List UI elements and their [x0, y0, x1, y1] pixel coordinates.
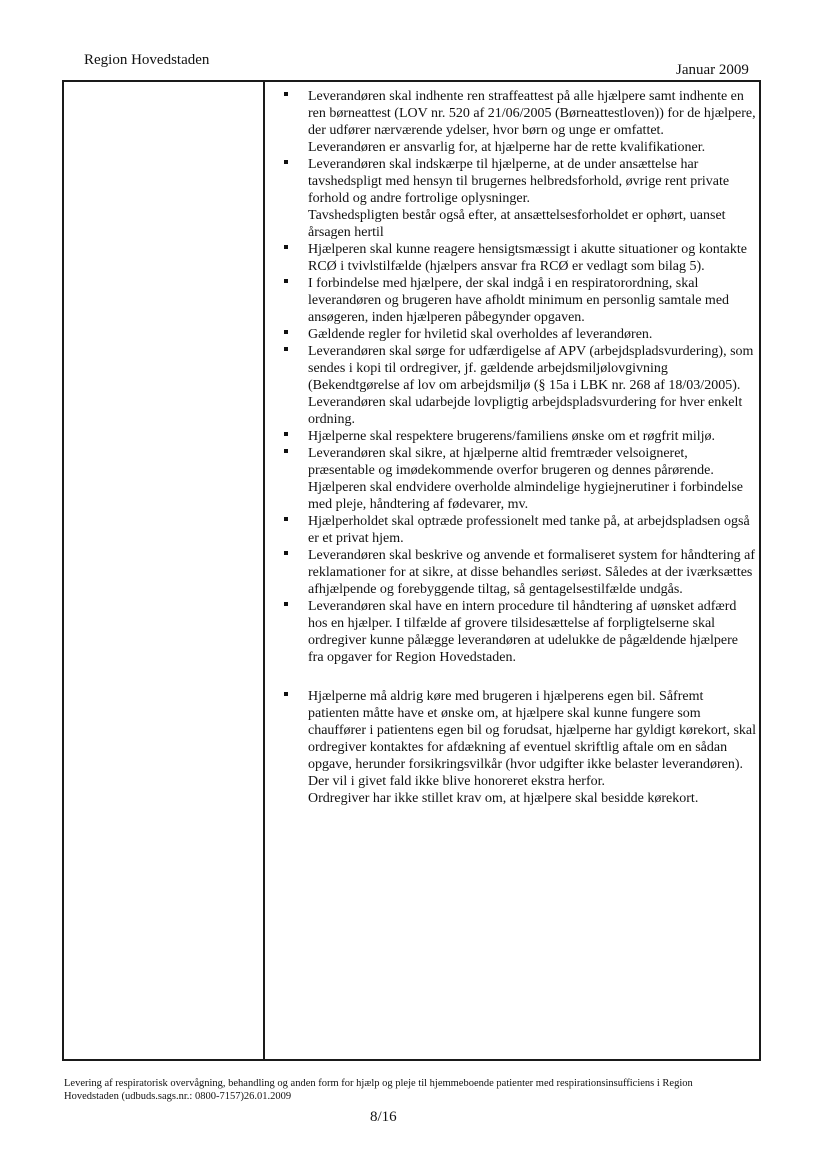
list-item-text: Leverandøren skal have en intern procedure til håndtering af uønsket adfærd hos en hjælper. I tilfælde af grovere tilsidesættelse af forpligtelserne skal ordregiver kunne pålægge leverandøren at udelukke de pågældende hjælpere fra opgaver for Region Hovedstaden. [308, 599, 738, 665]
bullet-icon [284, 330, 288, 334]
list-item-text: Ordregiver har ikke stillet krav om, at hjælpere skal besidde kørekort. [308, 791, 699, 806]
list-item-text: Hjælperholdet skal optræde professionelt med tanke på, at arbejdspladsen også er et privat hjem. [308, 514, 750, 546]
list-item-text: Leverandøren skal sikre, at hjælperne altid fremtræder velsoigneret, præsentable og imødekommende overfor brugeren og dennes pårørende. Hjælperen skal endvidere overholde almindelige hygiejnerutiner i forbindelse med pleje, håndtering af fødevarer, mv. [308, 446, 744, 512]
list-item-text: Leverandøren skal indskærpe til hjælperne, at de under ansættelse har tavshedspligt med hensyn til brugernes helbredsforhold, øvrige rent private forhold og andre fortrolige oplysninger. [308, 157, 730, 206]
bullet-icon [284, 279, 288, 283]
list-item-text: Hjælperen skal kunne reagere hensigtsmæssigt i akutte situationer og kontakte RCØ i tvivlstilfælde (hjælpers ansvar fra RCØ er vedlagt som bilag 5). [308, 242, 747, 274]
table-column-divider [263, 80, 265, 1061]
requirements-list [278, 88, 756, 807]
bullet-icon [284, 245, 288, 249]
bullet-icon [284, 602, 288, 606]
list-item-text: Leverandøren skal sørge for udfærdigelse af APV (arbejdspladsvurdering), som sendes i kopi til ordregiver, jf. gældende arbejdsmiljølovgivning (Bekendtgørelse af lov om arbejdsmiljø (§ 15a i LBK nr. 268 af 18/03/2005). Leverandøren skal udarbejde lovpligtig arbejdspladsvurdering for hver enkelt ordning. [308, 344, 754, 427]
list-item [278, 445, 756, 513]
header-organization: Region Hovedstaden [84, 52, 210, 68]
list-item [278, 428, 756, 445]
list-item [278, 513, 756, 547]
list-item-text: Der vil i givet fald ikke blive honoreret ekstra herfor. [308, 774, 606, 789]
header-date: Januar 2009 [676, 62, 749, 78]
list-item-text: Hjælperne må aldrig køre med brugeren i hjælperens egen bil. Såfremt patienten måtte have et ønske om, at hjælpere skal kunne fungere som chauffører i patientens egen bil og forudsat, hjælperne har gyldigt kørekort, skal ordregiver kontaktes for afdækning af eventuel skriftlig aftale om en sådan opgave, herunder forsikringsvilkår (hvor udgifter ikke belaster leverandøren). [308, 689, 756, 772]
bullet-icon [284, 517, 288, 521]
list-item-text: Leverandøren skal beskrive og anvende et formaliseret system for håndtering af reklamationer for at sikre, at disse behandles seriøst. Således at der iværksættes afhjælpende og forebyggende tiltag, så gentagelsestilfælde undgås. [308, 548, 756, 597]
bullet-icon [284, 432, 288, 436]
list-item [278, 156, 756, 241]
page-number: 8/16 [370, 1109, 397, 1125]
list-item-text: Hjælperne skal respektere brugerens/familiens ønske om et røgfrit miljø. [308, 429, 716, 444]
list-item-text: Tavshedspligten består også efter, at ansættelsesforholdet er ophørt, uanset årsagen hertil [308, 208, 726, 240]
list-item-text: Gældende regler for hviletid skal overholdes af leverandøren. [308, 327, 653, 342]
list-item [278, 688, 756, 807]
bullet-icon [284, 449, 288, 453]
bullet-icon [284, 692, 288, 696]
list-item [278, 326, 756, 343]
list-item-text: I forbindelse med hjælpere, der skal indgå i en respiratorordning, skal leverandøren og brugeren have afholdt minimum en personlig samtale med ansøgeren, inden hjælperen påbegynder opgaven. [308, 276, 730, 325]
list-item [278, 547, 756, 598]
list-item [278, 275, 756, 326]
list-item [278, 598, 756, 666]
bullet-icon [284, 347, 288, 351]
bullet-icon [284, 92, 288, 96]
list-item-text: Leverandøren er ansvarlig for, at hjælperne har de rette kvalifikationer. [308, 140, 706, 155]
list-item [278, 343, 756, 428]
list-item-text: Leverandøren skal indhente ren straffeattest på alle hjælpere samt indhente en ren børneattest (LOV nr. 520 af 21/06/2005 (Børneattestloven)) for de hjælpere, der udfører nærværende ydelser, hvor børn og unge er omfattet. [308, 89, 756, 138]
list-item [278, 241, 756, 275]
bullet-icon [284, 551, 288, 555]
footer-text: Levering af respiratorisk overvågning, behandling og anden form for hjælp og pleje til hjemmeboende patienter med respirationsinsufficiens i Region Hovedstaden (udbuds.sags.nr.: 0800-7157)26.01.2009 [64, 1078, 693, 1102]
bullet-icon [284, 160, 288, 164]
list-item [278, 88, 756, 156]
